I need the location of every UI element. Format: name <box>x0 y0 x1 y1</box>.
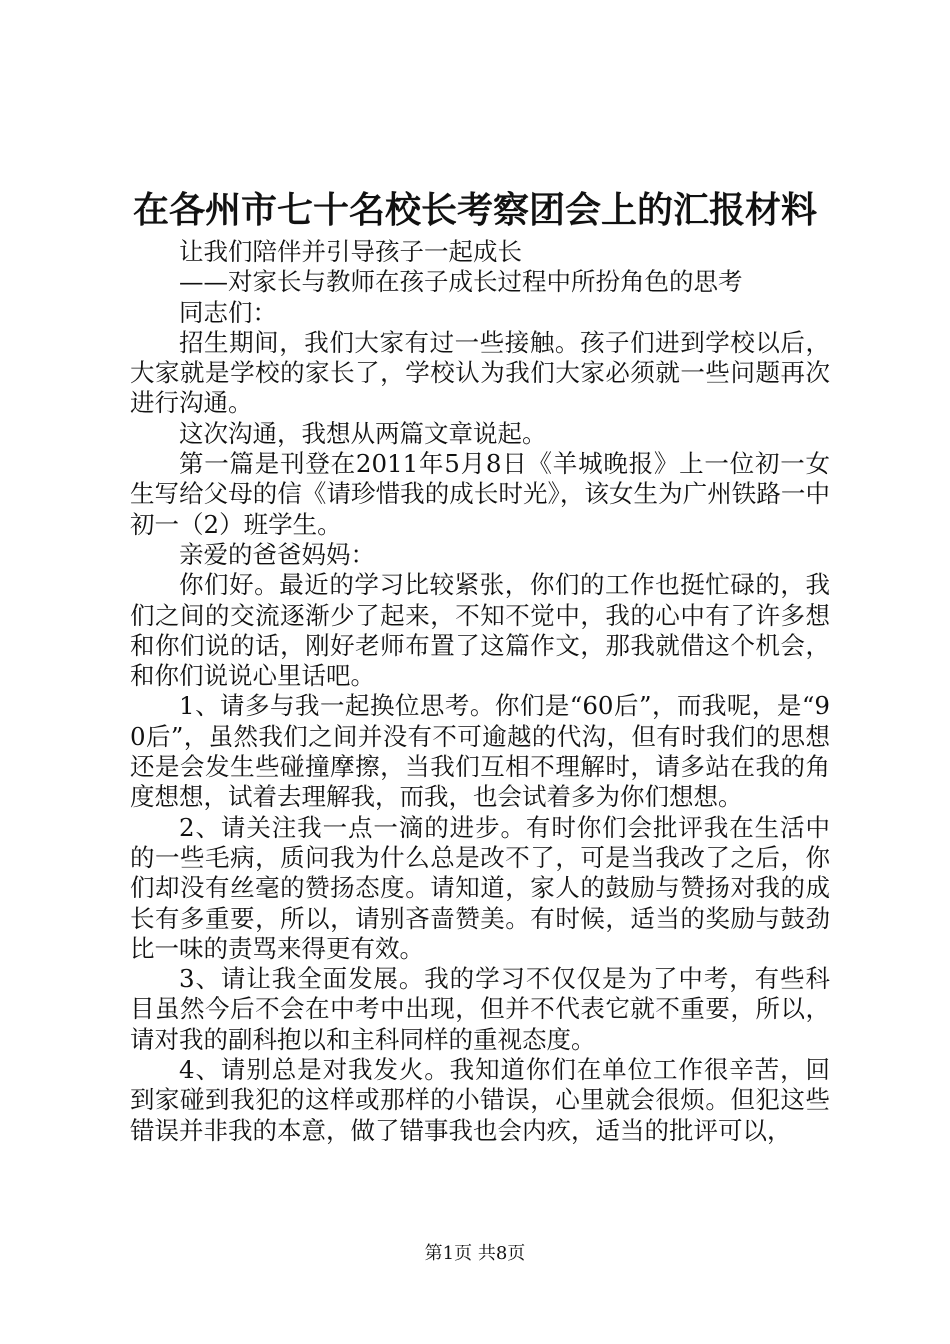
document-body <box>130 237 830 1146</box>
paragraph: 2、请关注我一点一滴的进步。有时你们会批评我在生活中的一些毛病，质问我为什么总是改不了，可是当我改了之后，你们却没有丝毫的赞扬态度。请知道，家人的鼓励与赞扬对我的成长有多重要，所以，请别吝啬赞美。有时候，适当的奖励与鼓劲比一味的责骂来得更有效。 <box>130 812 830 963</box>
paragraph: 3、请让我全面发展。我的学习不仅仅是为了中考，有些科目虽然今后不会在中考中出现，但并不代表它就不重要，所以，请对我的副科抱以和主科同样的重视态度。 <box>130 964 830 1054</box>
paragraph: 招生期间，我们大家有过一些接触。孩子们进到学校以后，大家就是学校的家长了，学校认为我们大家必须就一些问题再次进行沟通。 <box>130 327 830 418</box>
paragraph: 1、请多与我一起换位思考。你们是“60后”，而我呢，是“90后”，虽然我们之间并没有不可逾越的代沟，但有时我们的思想还是会发生些碰撞摩擦，当我们互相不理解时，请多站在我的角度想想，试着去理解我，而我，也会试着多为你们想想。 <box>130 691 830 812</box>
paragraph: 你们好。最近的学习比较紧张，你们的工作也挺忙碌的，我们之间的交流逐渐少了起来，不知不觉中，我的心中有了许多想和你们说的话，刚好老师布置了这篇作文，那我就借这个机会，和你们说说心里话吧。 <box>130 570 830 691</box>
paragraph-salutation: 同志们： <box>179 297 277 327</box>
paragraph: 4、请别总是对我发火。我知道你们在单位工作很辛苦，回到家碰到我犯的这样或那样的小错误，心里就会很烦。但犯这些错误并非我的本意，做了错事我也会内疚，适当的批评可以， <box>130 1055 830 1145</box>
paragraph-letter-salutation: 亲爱的爸爸妈妈： <box>179 539 375 569</box>
paragraph-subheading: ——对家长与教师在孩子成长过程中所扮角色的思考 <box>179 267 743 297</box>
paragraph: 第一篇是刊登在2011年5月8日《羊城晚报》上一位初一女生写给父母的信《请珍惜我的成长时光》，该女生为广州铁路一中初一（2）班学生。 <box>130 449 830 539</box>
paragraph: 这次沟通，我想从两篇文章说起。 <box>179 418 547 448</box>
document-title: 在各州市七十名校长考察团会上的汇报材料 <box>132 189 817 231</box>
paragraph-subtitle: 让我们陪伴并引导孩子一起成长 <box>179 237 522 266</box>
page-number: 第1页 共8页 <box>424 1243 526 1264</box>
